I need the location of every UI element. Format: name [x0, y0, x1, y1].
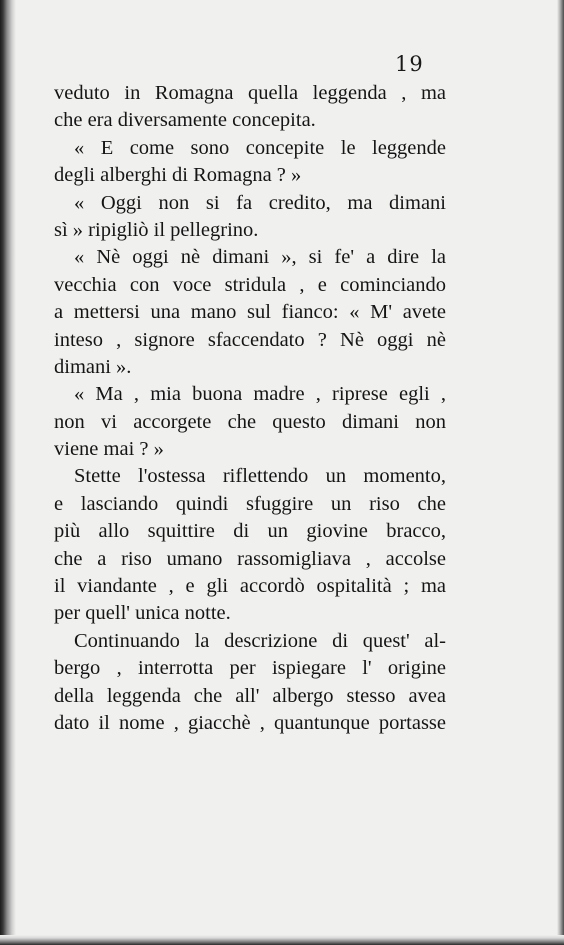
text-line: sì » ripigliò il pellegrino. [54, 218, 259, 241]
text-line: della leggenda che all' albergo stesso avea [54, 684, 446, 707]
text-line: più allo squittire di un giovine bracco, [54, 520, 446, 543]
text-line: a mettersi una mano sul fianco: « M' avete [54, 301, 446, 324]
text-line: che era diversamente concepita. [54, 109, 316, 132]
text-line: per quell' unica notte. [54, 602, 231, 625]
text-line: « Ma , mia buona madre , riprese egli , [74, 383, 446, 406]
text-line: dimani ». [54, 355, 132, 378]
text-line: « Nè oggi nè dimani », si fe' a dire la [74, 246, 446, 269]
text-line: « Oggi non si fa credito, ma dimani [74, 191, 446, 214]
page-number: 19 [395, 52, 424, 76]
text-line: « E come sono concepite le leggende [74, 136, 446, 159]
text-line: che a riso umano rassomigliava , accolse [54, 547, 446, 570]
body-text [54, 80, 446, 737]
text-line: Continuando la descrizione di quest' al- [74, 629, 446, 652]
text-line: viene mai ? » [54, 438, 164, 461]
text-line: il viandante , e gli accordò ospitalità ; ma [54, 575, 446, 598]
text-line: e lasciando quindi sfuggire un riso che [54, 492, 446, 515]
text-line: veduto in Romagna quella leggenda , ma [54, 82, 446, 104]
text-line: dato il nome , giacchè , quantunque portasse [54, 711, 446, 734]
scan-edge-right [557, 0, 564, 945]
text-line: inteso , signore sfaccendato ? Nè oggi nè [54, 328, 446, 351]
text-line: bergo , interrotta per ispiegare l' origine [54, 657, 446, 680]
text-line: vecchia con voce stridula , e cominciando [54, 273, 446, 296]
scan-edge-bottom [0, 935, 564, 945]
text-line: Stette l'ostessa riflettendo un momento, [74, 465, 446, 488]
text-line: degli alberghi di Romagna ? » [54, 164, 302, 187]
scan-edge-left [0, 0, 16, 945]
text-line: non vi accorgete che questo dimani non [54, 410, 446, 433]
